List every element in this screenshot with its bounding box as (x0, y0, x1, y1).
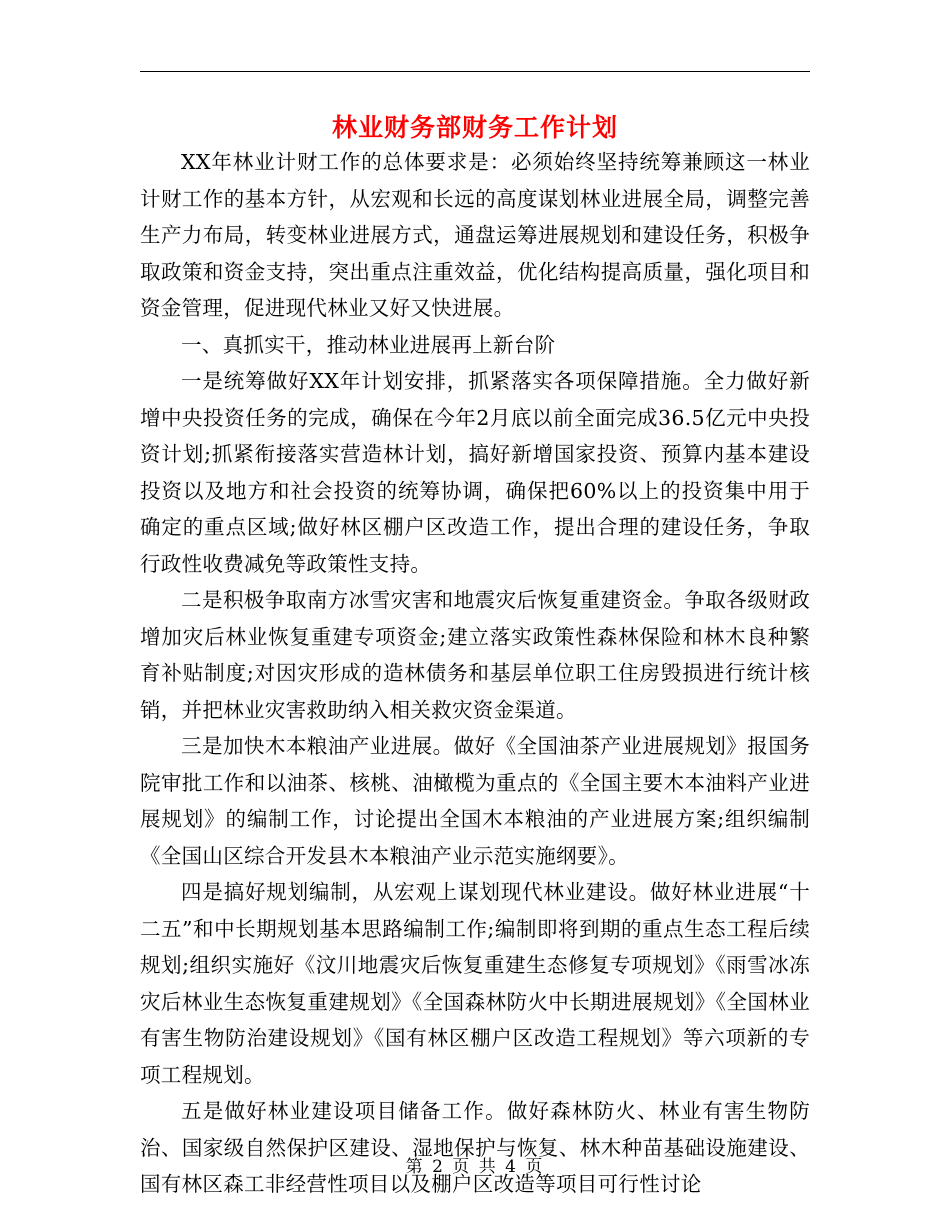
section-heading-1: 一、真抓实干，推动林业进展再上新台阶 (181, 332, 556, 357)
document-body (140, 144, 810, 1203)
header-rule (140, 71, 810, 72)
page-number-footer: 第 2 页 共 4 页 (405, 1157, 545, 1177)
paragraph-item-5: 五是做好林业建设项目储备工作。做好森林防火、林业有害生物防治、国家级自然保护区建设、湿地保护与恢复、林木种苗基础设施建设、国有林区森工非经营性项目以及棚户区改造等项目可行性讨论 (140, 1099, 810, 1196)
paragraph-item-2: 二是积极争取南方冰雪灾害和地震灾后恢复重建资金。争取各级财政增加灾后林业恢复重建专项资金;建立落实政策性森林保险和林木良种繁育补贴制度;对因灾形成的造林债务和基层单位职工住房毁损进行统计核销，并把林业灾害救助纳入相关救灾资金渠道。 (140, 588, 810, 722)
document-title: 林业财务部财务工作计划 (331, 113, 618, 142)
paragraph-item-3: 三是加快木本粮油产业进展。做好《全国油茶产业进展规划》报国务院审批工作和以油茶、核桃、油橄榄为重点的《全国主要木本油料产业进展规划》的编制工作，讨论提出全国木本粮油的产业进展方案;组织编制《全国山区综合开发县木本粮油产业示范实施纲要》。 (140, 734, 810, 868)
paragraph-item-4: 四是搞好规划编制，从宏观上谋划现代林业建设。做好林业进展“十二五”和中长期规划基本思路编制工作;编制即将到期的重点生态工程后续规划;组织实施好《汶川地震灾后恢复重建生态修复专项规划》《雨雪冰冻灾后林业生态恢复重建规划》《全国森林防火中长期进展规划》《全国林业有害生物防治建设规划》《国有林区棚户区改造工程规划》等六项新的专项工程规划。 (140, 880, 810, 1087)
paragraph-intro: XX年林业计财工作的总体要求是：必须始终坚持统筹兼顾这一林业计财工作的基本方针，从宏观和长远的高度谋划林业进展全局，调整完善生产力布局，转变林业进展方式，通盘运筹进展规划和建设任务，积极争取政策和资金支持，突出重点注重效益，优化结构提高质量，强化项目和资金管理，促进现代林业又好又快进展。 (140, 150, 810, 320)
paragraph-item-1: 一是统筹做好XX年计划安排，抓紧落实各项保障措施。全力做好新增中央投资任务的完成，确保在今年2月底以前全面完成36.5亿元中央投资计划;抓紧衔接落实营造林计划，搞好新增国家投资、预算内基本建设投资以及地方和社会投资的统筹协调，确保把60%以上的投资集中用于确定的重点区域;做好林区棚户区改造工作，提出合理的建设任务，争取行政性收费减免等政策性支持。 (140, 369, 810, 576)
